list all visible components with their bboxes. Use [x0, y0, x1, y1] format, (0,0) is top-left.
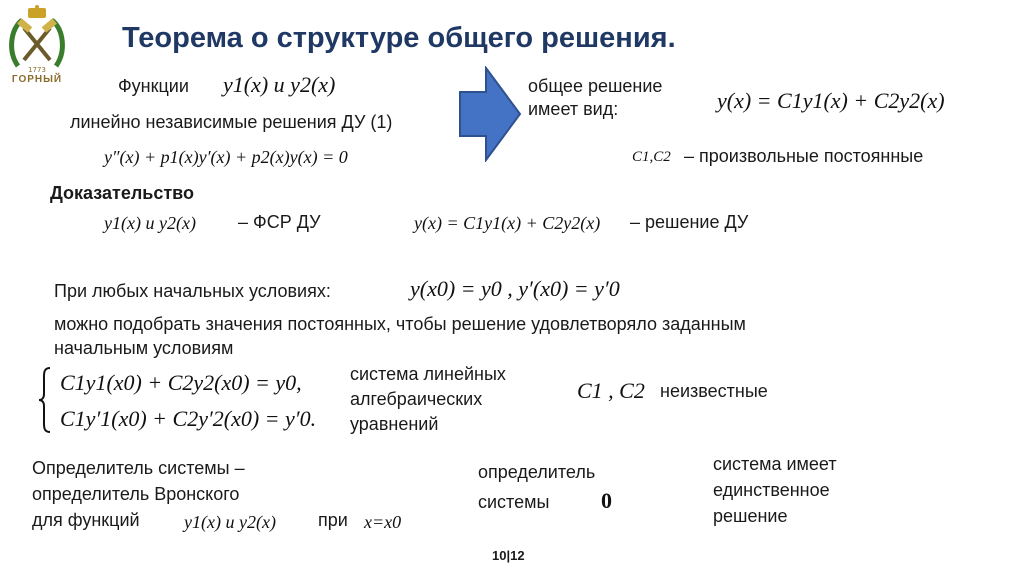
logo-text: ГОРНЫЙ	[11, 74, 63, 85]
determinant-at-label: при	[318, 510, 348, 530]
initial-conditions-label: При любых начальных условиях:	[54, 281, 331, 301]
svg-text:1773: 1773	[28, 66, 46, 74]
general-solution-label-line1: общее решение	[528, 76, 663, 96]
solution-formula: y(x) = C1y1(x) + C2y2(x)	[414, 213, 601, 233]
determinant-line2: определитель Вронского	[32, 484, 240, 504]
independent-solutions-label: линейно независимые решения ДУ (1)	[70, 112, 393, 132]
unknowns-math: C1 , C2	[577, 378, 645, 403]
differential-equation: y″(x) + p1(x)y′(x) + p2(x)y(x) = 0	[104, 147, 348, 167]
determinant-functions-math: y1(x) и y2(x)	[184, 512, 276, 532]
system-label-line1: система линейных	[350, 364, 506, 384]
paragraph-line2: начальным условиям	[54, 338, 234, 358]
system-label-line2: алгебраических	[350, 389, 483, 409]
det-system-line1: определитель	[478, 462, 596, 482]
unique-line2: единственное	[713, 480, 830, 500]
implies-arrow-icon	[458, 66, 522, 162]
initial-conditions-math: y(x0) = y0 , y′(x0) = y′0	[410, 276, 620, 301]
constants-math: C1,C2	[632, 149, 671, 165]
system-label-line3: уравнений	[350, 414, 439, 434]
page-number: 10|12	[492, 548, 525, 563]
system-equation-1: C1y1(x0) + C2y2(x0) = y0,	[60, 370, 302, 395]
determinant-line1: Определитель системы –	[32, 458, 245, 478]
zero-value: 0	[601, 488, 612, 513]
unique-line3: решение	[713, 506, 788, 526]
crown-icon	[28, 5, 46, 18]
crossed-hammers-icon	[17, 18, 57, 60]
system-equation-2: C1y′1(x0) + C2y′2(x0) = y′0.	[60, 406, 317, 431]
determinant-line3: для функций	[32, 510, 140, 530]
fsr-label: – ФСР ДУ	[238, 212, 321, 232]
determinant-at-math: x=x0	[364, 512, 402, 532]
solution-label: – решение ДУ	[630, 212, 749, 232]
unknowns-label: неизвестные	[660, 381, 768, 401]
det-system-line2: системы	[478, 492, 550, 512]
system-brace	[38, 366, 52, 434]
paragraph-line1: можно подобрать значения постоянных, чтобы решение удовлетворяло заданным	[54, 314, 746, 334]
general-solution-formula: y(x) = C1y1(x) + C2y2(x)	[717, 88, 945, 113]
functions-label: Функции	[118, 76, 189, 96]
unique-line1: система имеет	[713, 454, 837, 474]
proof-heading: Доказательство	[50, 183, 194, 203]
general-solution-label-line2: имеет вид:	[528, 99, 619, 119]
constants-label: – произвольные постоянные	[684, 146, 924, 166]
slide-title: Теорема о структуре общего решения.	[122, 22, 676, 54]
functions-math: y1(x) и y2(x)	[223, 72, 336, 97]
fsr-functions-math: y1(x) и y2(x)	[104, 213, 196, 233]
